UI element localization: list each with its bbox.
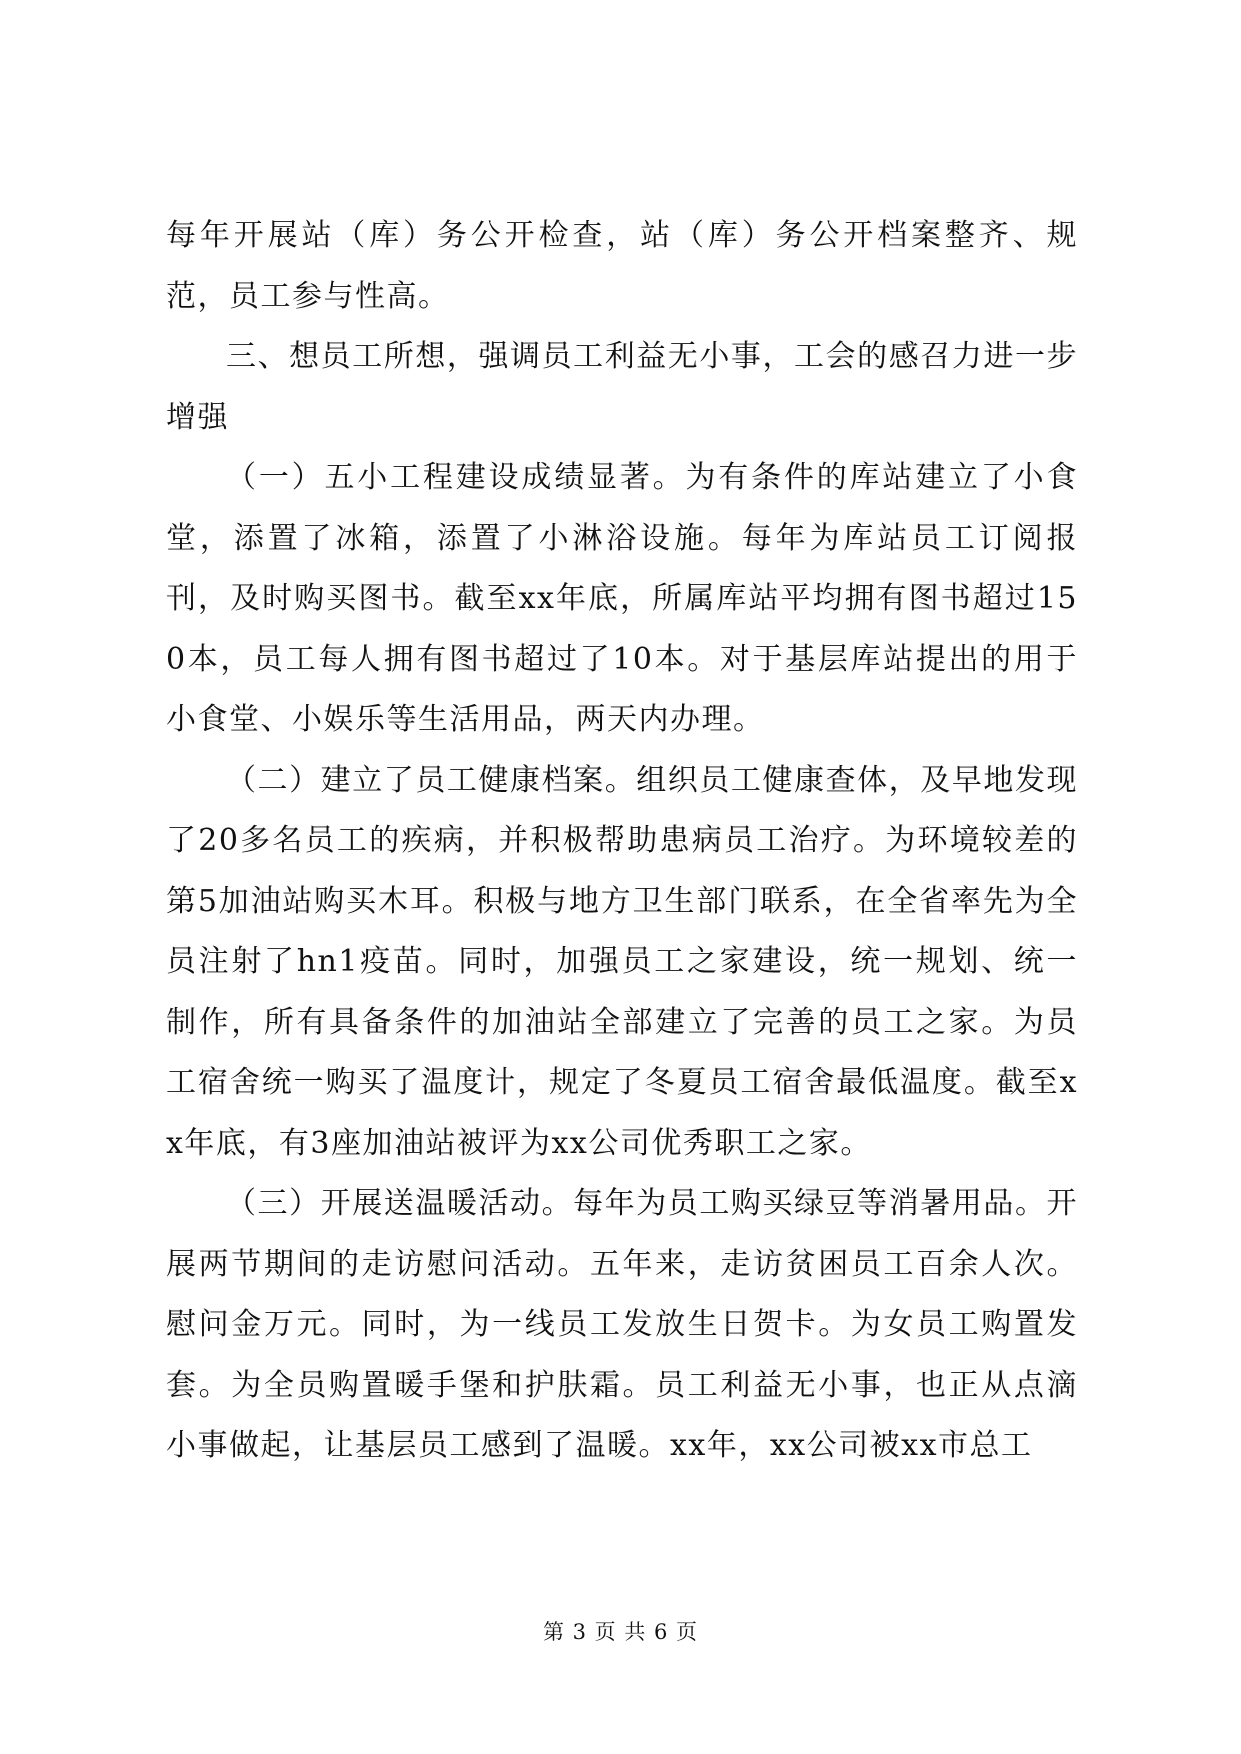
document-body <box>166 206 1078 1477</box>
paragraph-item-three: （三）开展送温暖活动。每年为员工购买绿豆等消暑用品。开展两节期间的走访慰问活动。五年来，走访贫困员工百余人次。慰问金万元。同时，为一线员工发放生日贺卡。为女员工购置发套。为全员购置暖手堡和护肤霜。员工利益无小事，也正从点滴小事做起，让基层员工感到了温暖。xx年，xx公司被xx市总工 <box>166 1186 1078 1463</box>
section-three-heading: 三、想员工所想，强调员工利益无小事，工会的感召力进一步增强 <box>166 339 1078 435</box>
paragraph-item-one: （一）五小工程建设成绩显著。为有条件的库站建立了小食堂，添置了冰箱，添置了小淋浴设施。每年为库站员工订阅报刊，及时购买图书。截至xx年底，所属库站平均拥有图书超过150本，员工每人拥有图书超过了10本。对于基层库站提出的用于小食堂、小娱乐等生活用品，两天内办理。 <box>166 460 1078 737</box>
paragraph-item-two: （二）建立了员工健康档案。组织员工健康查体，及早地发现了20多名员工的疾病，并积极帮助患病员工治疗。为环境较差的第5加油站购买木耳。积极与地方卫生部门联系，在全省率先为全员注射了hn1疫苗。同时，加强员工之家建设，统一规划、统一制作，所有具备条件的加油站全部建立了完善的员工之家。为员工宿舍统一购买了温度计，规定了冬夏员工宿舍最低温度。截至xx年底，有3座加油站被评为xx公司优秀职工之家。 <box>166 762 1078 1161</box>
paragraph-continuation: 每年开展站（库）务公开检查，站（库）务公开档案整齐、规范，员工参与性高。 <box>166 218 1078 314</box>
page-footer <box>0 1616 1241 1646</box>
page-number-label: 第 3 页 共 6 页 <box>542 1620 699 1644</box>
